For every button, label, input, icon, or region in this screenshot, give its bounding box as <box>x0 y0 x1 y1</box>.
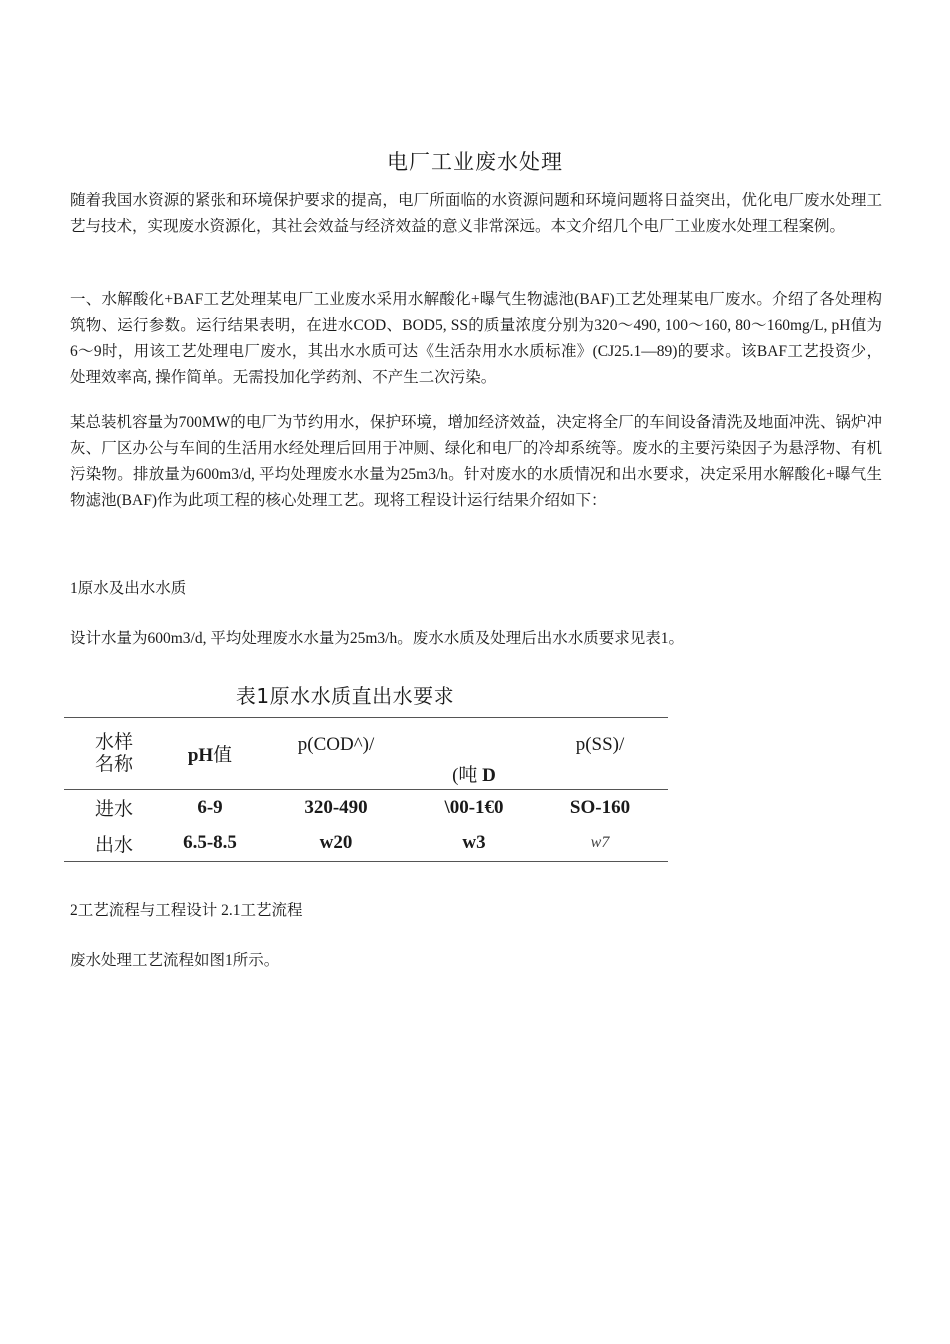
header-sample-name <box>64 718 164 790</box>
table-row <box>64 826 668 862</box>
header-ph-bold: pH <box>187 745 214 766</box>
header-bod-prefix: (吨 <box>452 765 478 786</box>
header-ph-suffix: 值 <box>213 745 233 766</box>
case1-paragraph: 一、水解酸化+BAF工艺处理某电厂工业废水采用水解酸化+曝气生物滤池(BAF)工艺处理某电厂废水。介绍了各处理构筑物、运行参数。运行结果表明，在进水COD、BOD5, SS的质量浓度分别为320〜490, 100〜160, 80〜160mg/L, pH值为6〜9时，用该工艺处理电厂废水，其出水水质可达《生活杂用水水质标准》(CJ25.1—89)的要求。该BAF工艺投资少，处理效率高, 操作简单。无需投加化学药剂、不产生二次污染。 <box>70 291 882 386</box>
table-caption: 表1原水水质直出水要求 <box>235 684 455 708</box>
cell-name: 出水 <box>94 834 133 856</box>
cell-ph: 6.5-8.5 <box>183 832 237 854</box>
water-quality-table <box>64 717 668 862</box>
cell-bod: \00-1€0 <box>444 796 504 818</box>
cell-cod: w20 <box>319 832 353 854</box>
header-ph <box>164 718 256 790</box>
cell-bod: w3 <box>462 832 486 854</box>
cell-ss: SO-160 <box>569 796 631 818</box>
header-sample-line2: 名称 <box>94 753 133 775</box>
section-heading-1: 1原水及出水水质 <box>70 580 187 597</box>
header-cod: p(COD^)/ <box>297 734 375 755</box>
cell-name: 进水 <box>94 799 133 821</box>
table-header-row <box>64 718 668 790</box>
background-paragraph: 某总装机容量为700MW的电厂为节约用水，保护环境，增加经济效益，决定将全厂的车间设备清洗及地面冲洗、锅炉冲灰、厂区办公与车间的生活用水经处理后回用于冲厕、绿化和电厂的冷却系统等。废水的主要污染因子为悬浮物、有机污染物。排放量为600m3/d, 平均处理废水水量为25m3/h。针对废水的水质情况和出水要求，决定采用水解酸化+曝气生物滤池(BAF)作为此项工程的核心处理工艺。现将工程设计运行结果介绍如下： <box>70 414 882 509</box>
intro-paragraph: 随着我国水资源的紧张和环境保护要求的提高，电厂所面临的水资源问题和环境问题将日益突出，优化电厂废水处理工艺与技术，实现废水资源化，其社会效益与经济效益的意义非常深远。本文介绍几个电厂工业废水处理工程案例。 <box>70 192 882 235</box>
header-bod-bold: D <box>482 765 496 786</box>
design-paragraph: 设计水量为600m3/d, 平均处理废水水量为25m3/h。废水水质及处理后出水水质要求见表1。 <box>70 630 684 647</box>
section-heading-2: 2工艺流程与工程设计 2.1工艺流程 <box>70 902 303 919</box>
cell-ph: 6-9 <box>197 796 223 818</box>
cell-cod: 320-490 <box>304 796 368 818</box>
header-sample-line1: 水样 <box>94 731 133 753</box>
cell-ss: w7 <box>590 834 610 852</box>
document-title: 电厂工业废水处理 <box>387 150 563 174</box>
flow-paragraph: 废水处理工艺流程如图1所示。 <box>70 952 280 969</box>
header-ss: p(SS)/ <box>575 734 625 755</box>
header-bod <box>416 718 532 790</box>
table-row <box>64 790 668 826</box>
